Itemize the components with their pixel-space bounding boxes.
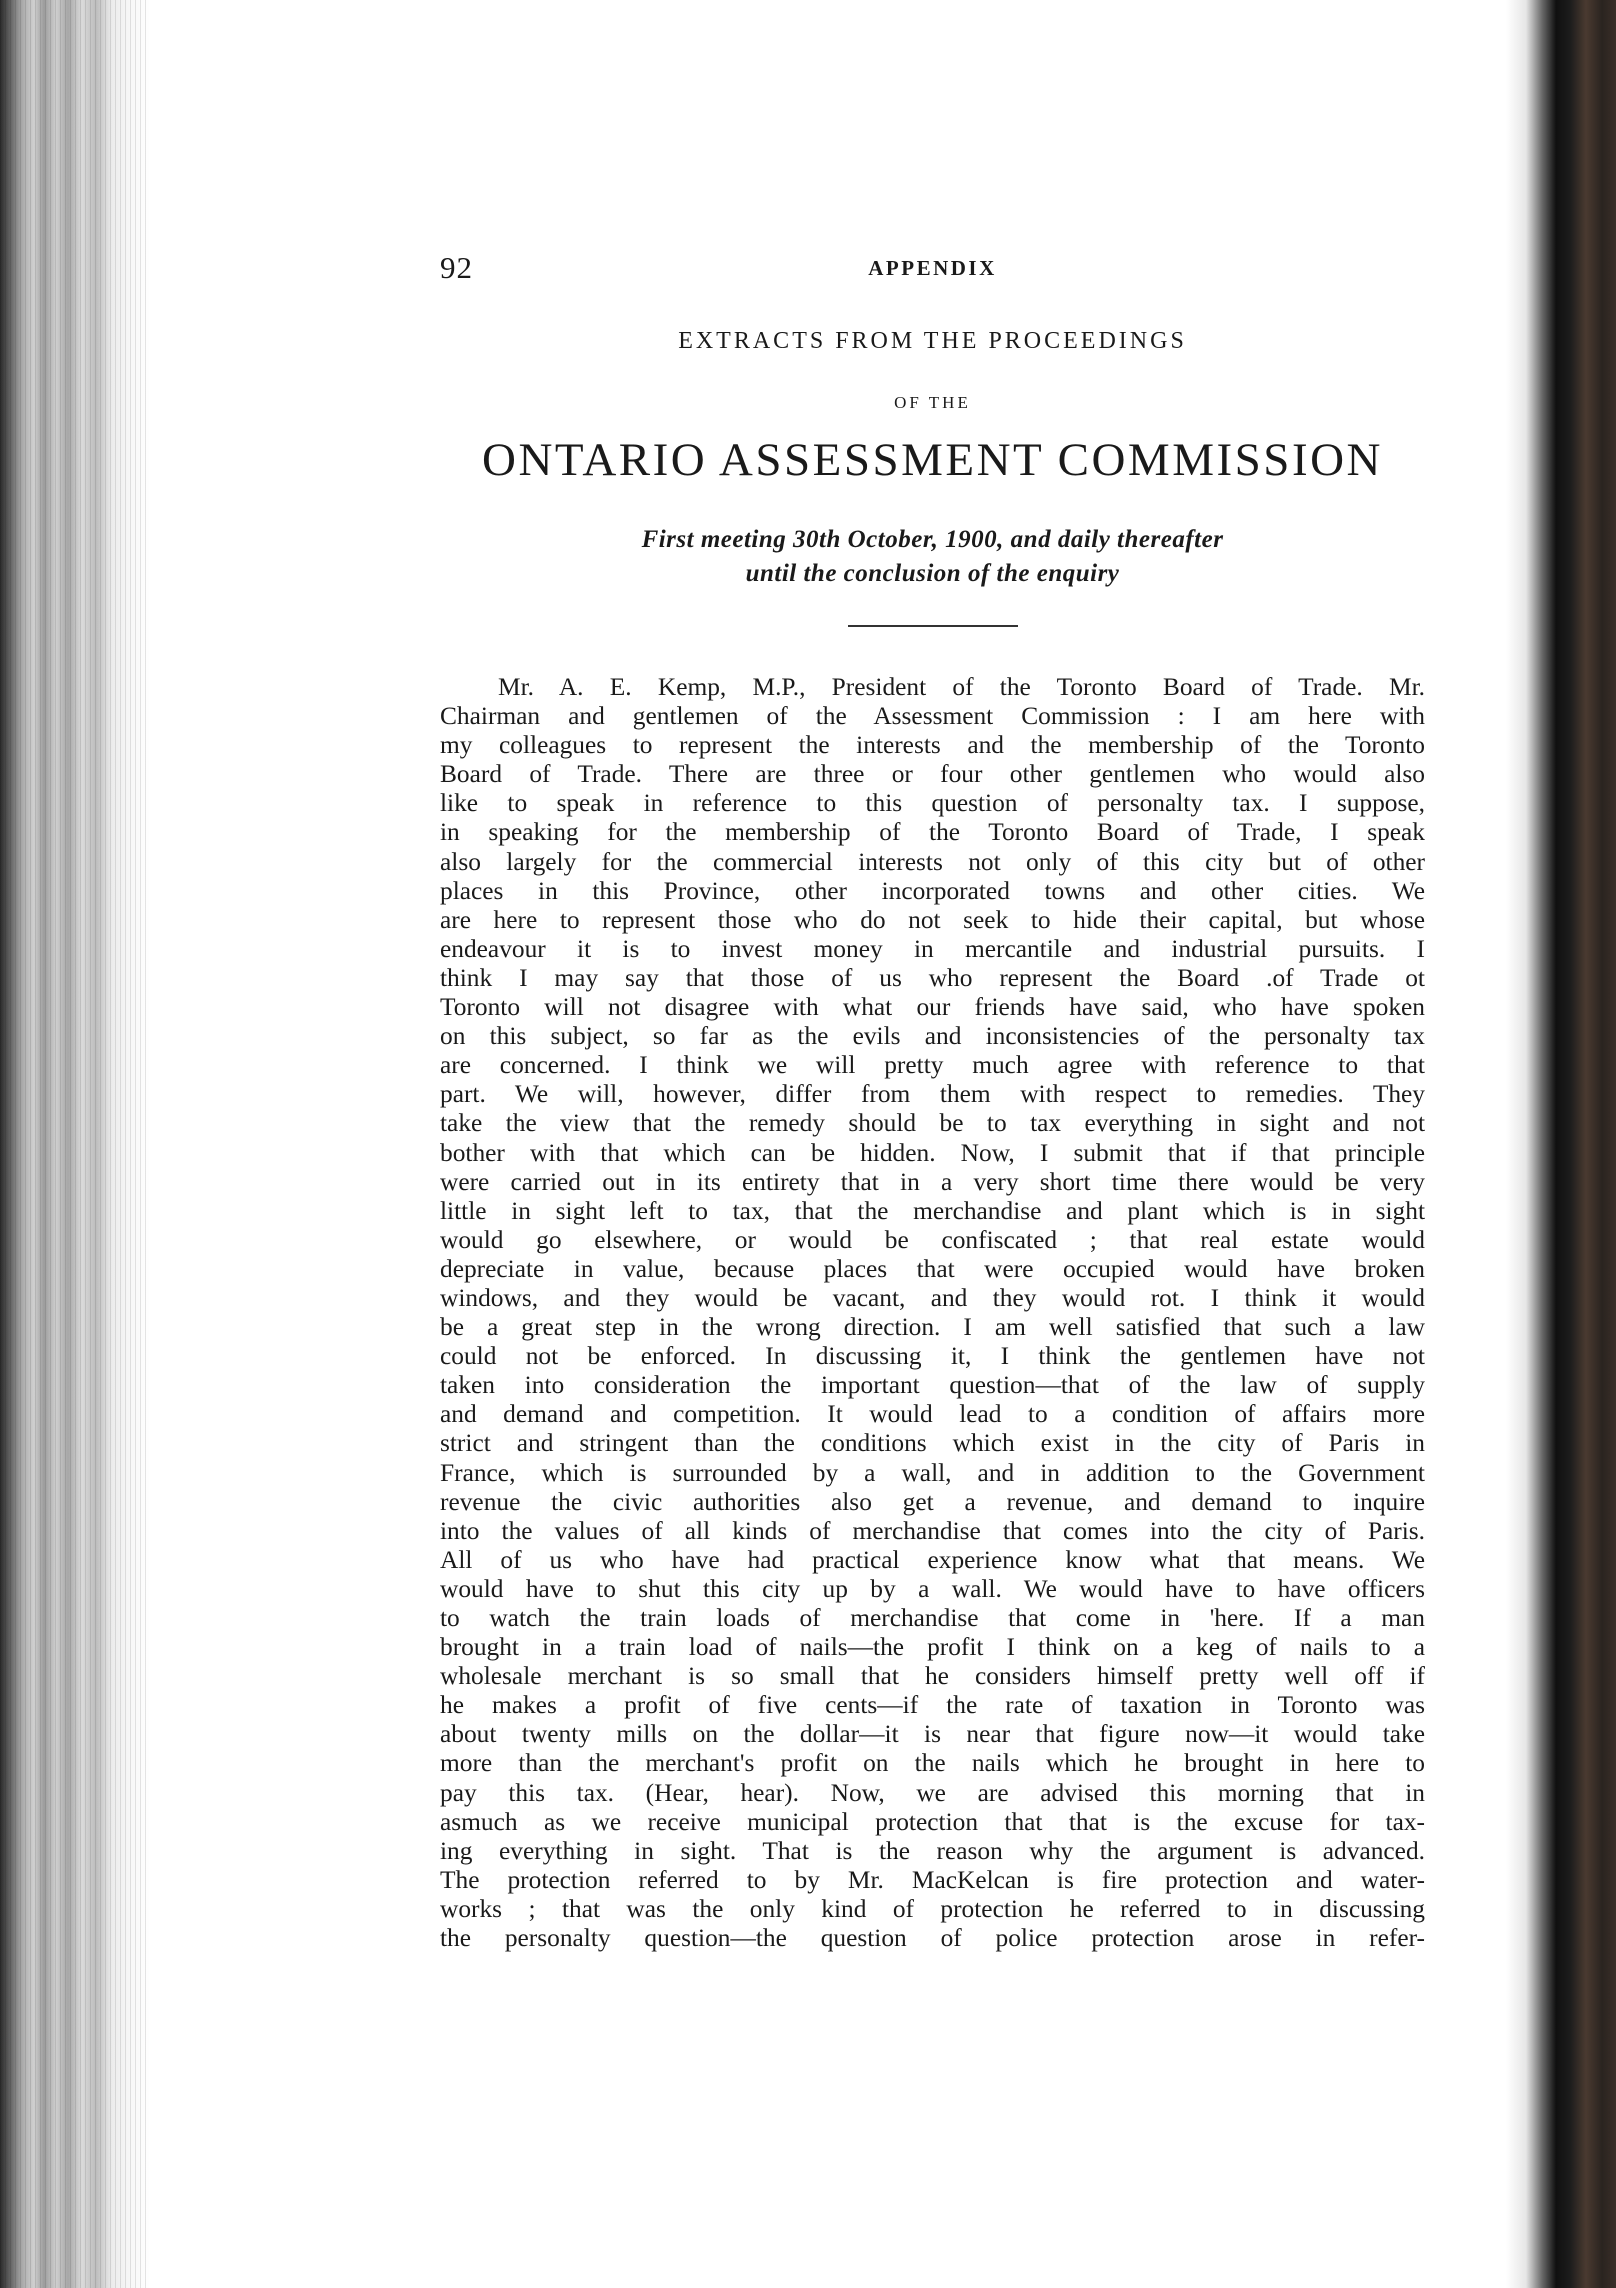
- text-line: Toronto will not disagree with what our friends have said, who have spoken: [440, 993, 1425, 1022]
- text-line: wholesale merchant is so small that he considers himself pretty well off if: [440, 1662, 1425, 1691]
- body-paragraph: [440, 673, 1425, 1953]
- page-title: ONTARIO ASSESSMENT COMMISSION: [482, 434, 1383, 486]
- text-line: France, which is surrounded by a wall, and in addition to the Government: [440, 1458, 1425, 1487]
- text-line: to watch the train loads of merchandise that come in 'here. If a man: [440, 1604, 1425, 1632]
- text-line: would have to shut this city up by a wall. We would have to have officers: [440, 1574, 1425, 1603]
- text-line: Board of Trade. There are three or four other gentlemen who would also: [440, 760, 1425, 789]
- text-line: Chairman and gentlemen of the Assessment Commission : I am here with: [440, 702, 1425, 731]
- text-line: All of us who have had practical experience know what that means. We: [440, 1545, 1425, 1574]
- book-page: [440, 250, 1425, 1953]
- running-head: [440, 250, 1425, 290]
- page-edge-left: [0, 0, 150, 2288]
- text-line: be a great step in the wrong direction. I am well satisfied that such a law: [440, 1313, 1425, 1342]
- text-line: he makes a profit of five cents—if the rate of taxation in Toronto was: [440, 1691, 1425, 1720]
- text-line: strict and stringent than the conditions which exist in the city of Paris in: [440, 1429, 1425, 1458]
- text-line: are concerned. I think we will pretty much agree with reference to that: [440, 1051, 1425, 1080]
- text-line: little in sight left to tax, that the merchandise and plant which is in sight: [440, 1196, 1425, 1225]
- text-line: taken into consideration the important question—that of the law of supply: [440, 1371, 1425, 1400]
- page-number: 92: [440, 250, 473, 285]
- text-line: think I may say that those of us who represent the Board .of Trade ot: [440, 963, 1425, 992]
- text-line: pay this tax. (Hear, hear). Now, we are advised this morning that in: [440, 1778, 1425, 1807]
- text-line: and demand and competition. It would lead to a condition of affairs more: [440, 1400, 1425, 1429]
- text-line: works ; that was the only kind of protection he referred to in discussing: [440, 1894, 1425, 1923]
- text-line: more than the merchant's profit on the nails which he brought in here to: [440, 1749, 1425, 1778]
- subtitle: [440, 523, 1425, 591]
- divider: [848, 625, 1018, 627]
- text-line: also largely for the commercial interests not only of this city but of other: [440, 847, 1425, 876]
- text-line: in speaking for the membership of the Toronto Board of Trade, I speak: [440, 818, 1425, 847]
- text-line: the personalty question—the question of police protection arose in refer-: [440, 1924, 1425, 1953]
- text-line: on this subject, so far as the evils and inconsistencies of the personalty tax: [440, 1022, 1425, 1051]
- text-line: about twenty mills on the dollar—it is near that figure now—it would take: [440, 1720, 1425, 1749]
- text-line: are here to represent those who do not seek to hide their capital, but whose: [440, 905, 1425, 934]
- text-line: into the values of all kinds of merchandise that comes into the city of Paris.: [440, 1516, 1425, 1545]
- text-line: brought in a train load of nails—the profit I think on a keg of nails to a: [440, 1633, 1425, 1662]
- text-line: like to speak in reference to this question of personalty tax. I suppose,: [440, 789, 1425, 818]
- text-line: depreciate in value, because places that were occupied would have broken: [440, 1254, 1425, 1283]
- page-edge-right: [1506, 0, 1616, 2288]
- text-line: were carried out in its entirety that in a very short time there would be very: [440, 1167, 1425, 1196]
- text-line: The protection referred to by Mr. MacKelcan is fire protection and water-: [440, 1865, 1425, 1894]
- text-line: my colleagues to represent the interests and the membership of the Toronto: [440, 731, 1425, 760]
- text-line: places in this Province, other incorporated towns and other cities. We: [440, 876, 1425, 905]
- text-line: would go elsewhere, or would be confiscated ; that real estate would: [440, 1225, 1425, 1254]
- text-line: bother with that which can be hidden. Now, I submit that if that principle: [440, 1138, 1425, 1167]
- text-line: part. We will, however, differ from them with respect to remedies. They: [440, 1080, 1425, 1109]
- subtitle-line: until the conclusion of the enquiry: [745, 560, 1120, 587]
- section-heading: EXTRACTS FROM THE PROCEEDINGS: [678, 328, 1187, 354]
- text-line: take the view that the remedy should be to tax everything in sight and not: [440, 1109, 1425, 1138]
- text-line: revenue the civic authorities also get a revenue, and demand to inquire: [440, 1487, 1425, 1516]
- subtitle-line: First meeting 30th October, 1900, and daily thereafter: [641, 526, 1224, 553]
- text-line: windows, and they would be vacant, and they would rot. I think it would: [440, 1283, 1425, 1312]
- text-line: endeavour it is to invest money in mercantile and industrial pursuits. I: [440, 934, 1425, 963]
- running-title: APPENDIX: [868, 256, 997, 280]
- section-subheading: OF THE: [894, 393, 971, 412]
- text-line: Mr. A. E. Kemp, M.P., President of the Toronto Board of Trade. Mr.: [498, 673, 1425, 701]
- text-line: asmuch as we receive municipal protection that that is the excuse for tax-: [440, 1807, 1425, 1836]
- text-line: ing everything in sight. That is the reason why the argument is advanced.: [440, 1836, 1425, 1865]
- text-line: could not be enforced. In discussing it, I think the gentlemen have not: [440, 1342, 1425, 1371]
